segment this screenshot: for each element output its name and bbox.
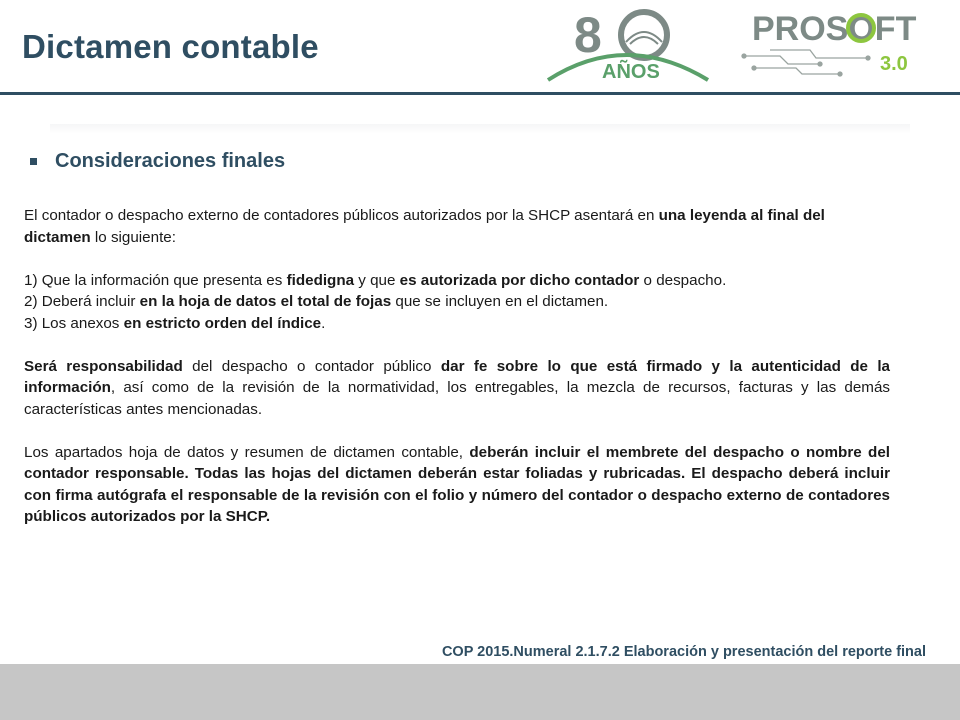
- logo-80-digit: 8: [574, 8, 602, 63]
- emphasis-text: una leyenda al final del dictamen: [24, 207, 825, 246]
- square-bullet-icon: [30, 158, 37, 165]
- footer-reference: COP 2015.Numeral 2.1.7.2 Elaboración y presentación del reporte final: [441, 644, 926, 660]
- prosoft-wordmark: PROSOFT: [752, 10, 917, 48]
- prosoft-version: 3.0: [880, 53, 908, 75]
- emphasis-text: dar fe sobre lo que está firmado y la autenticidad de la información: [24, 357, 890, 396]
- responsibility-paragraph: Será responsabilidad del despacho o contador público dar fe sobre lo que está firmado y la autenticidad de la información, así como de la revisión de la normatividad, los entregables, la mezcla de recursos, facturas y las demás características antes mencionadas.: [24, 357, 890, 418]
- intro-paragraph: El contador o despacho externo de contadores públicos autorizados por la SHCP asentará en una leyenda al final del dictamen lo siguiente:: [24, 207, 825, 246]
- emphasis-text: es autorizada por dicho contador: [399, 271, 640, 289]
- emphasis-text: en la hoja de datos el total de fojas: [139, 293, 392, 310]
- emphasis-text: deberán incluir el membrete del despacho o nombre del contador responsable. Todas las hojas del dictamen deberán estar foliadas y rubricadas. El despacho deberá incluir con firma autógrafa el responsable de la revisión con el folio y número del contador o despacho externo de contadores públicos autorizados por la SHCP.: [24, 443, 890, 525]
- decorative-band: [50, 124, 910, 134]
- logo-80-ring: [621, 12, 667, 58]
- header-divider: [0, 92, 960, 95]
- logo-80-label: AÑOS: [602, 61, 660, 83]
- section-heading-text: Consideraciones finales: [55, 150, 286, 172]
- section-heading: [30, 150, 285, 173]
- slide-title: Dictamen contable: [22, 28, 319, 65]
- emphasis-text: Será responsabilidad: [24, 357, 183, 375]
- list-item-2: 2) Deberá incluir en la hoja de datos el total de fojas que se incluyen en el dictamen.: [24, 293, 609, 310]
- bottom-bar: [0, 664, 960, 720]
- prosoft-logo: [740, 6, 940, 84]
- list-item-1: 1) Que la información que presenta es fidedigna y que es autorizada por dicho contador o despacho.: [24, 271, 727, 289]
- body-text: [24, 205, 890, 528]
- circuit-lines-icon: [742, 50, 870, 76]
- list-item-3: 3) Los anexos en estricto orden del índice.: [24, 314, 326, 332]
- emphasis-text: en estricto orden del índice: [123, 314, 322, 332]
- emphasis-text: fidedigna: [286, 271, 355, 289]
- letterhead-paragraph: Los apartados hoja de datos y resumen de dictamen contable, deberán incluir el membrete del despacho o nombre del contador responsable. Todas las hojas del dictamen deberán estar foliadas y rubricadas. El despacho deberá incluir con firma autógrafa el responsable de la revisión con el folio y número del contador o despacho externo de contadores públicos autorizados por la SHCP.: [24, 443, 890, 525]
- 80-anos-logo: [540, 8, 712, 84]
